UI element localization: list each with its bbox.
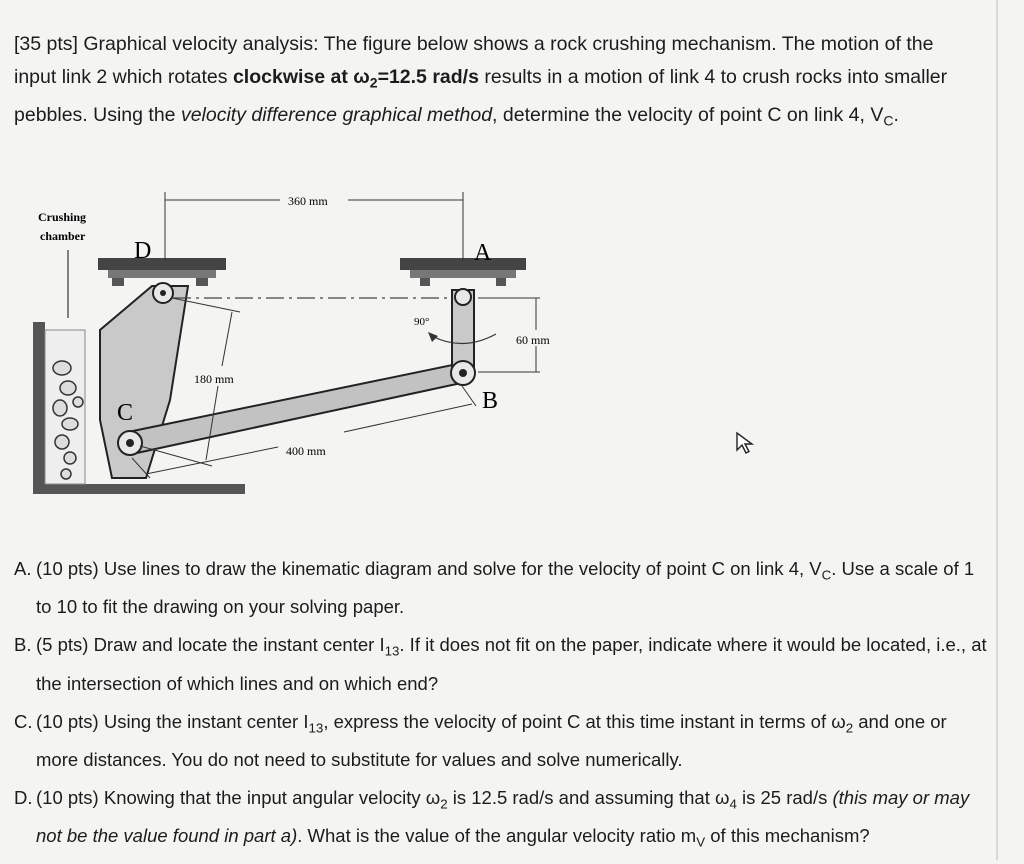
link-3-coupler (128, 363, 466, 454)
question-c: C. (10 pts) Using the instant center $I_{13}$, express the velocity of point C at this time instant in terms of $\omega_2$ and one or more distances. You do not need to substitute for values and solve numerically. (14, 710, 947, 770)
ground-support-D (98, 258, 226, 286)
label-crushing: Crushing (38, 210, 87, 224)
question-d: D. (10 pts) Knowing that the input angular velocity $\omega_2$ is 12.5 rad/s and assuming that $\omega_4$ is 25 rad/s (this may or may not be the value found in part a). What is the value of the angular velocity ratio $m_V$ of this mechanism? (14, 786, 970, 850)
intro-text: [35 pts] Graphical velocity analysis: The figure below shows a rock crushing mechanism. The motion of the input link 2 which rotates (14, 33, 934, 88)
dim-60mm: 60 mm (516, 333, 550, 347)
problem-statement: [35 pts] Graphical velocity analysis: The figure below shows a rock crushing mechanism. The motion of the input link 2 which rotates clockwise at $\omega_2=12.5$ rad/s results in a motion of link 4 to crush rocks into smaller pebbles. Using the velocity difference graphical method, determine the velocity of point C on link 4, $V_C$. (14, 33, 948, 129)
ground-support-A (400, 258, 526, 286)
intro-text-2: results in a motion of link 4 to crush rocks into smaller pebbles. Using the (14, 66, 948, 127)
intro-bold: clockwise at $\omega_2=12.5$ rad/s (232, 66, 479, 91)
dim-360mm: 360 mm (288, 194, 328, 208)
question-a: A. (10 pts) Use lines to draw the kinematic diagram and solve for the velocity of point C on link 4, $V_C$. Use a scale of 1 to 10 to fit the drawing on your solving paper. (14, 558, 975, 618)
mouse-pointer-icon (734, 430, 756, 456)
label-D: D (134, 238, 152, 264)
intro-italic: velocity difference graphical method (180, 104, 493, 127)
label-90-deg: 90° (414, 316, 430, 328)
label-chamber: chamber (40, 229, 86, 243)
label-C: C (117, 400, 134, 426)
intro-sub: C (883, 112, 894, 129)
question-b: B. (5 pts) Draw and locate the instant center $I_{13}$. If it does not fit on the paper, indicate where it would be located, i.e., at the intersection of which lines and on which end? (14, 634, 987, 694)
question-list (14, 553, 989, 864)
page-edge (996, 0, 998, 860)
dim-400mm: 400 mm (286, 444, 326, 458)
intro-text-3: , determine the velocity of point C on link 4, V (492, 104, 884, 127)
label-B: B (482, 388, 499, 414)
dim-180mm: 180 mm (194, 372, 234, 386)
label-A: A (474, 240, 492, 266)
mechanism-figure (0, 180, 800, 510)
pin-A (455, 289, 471, 305)
